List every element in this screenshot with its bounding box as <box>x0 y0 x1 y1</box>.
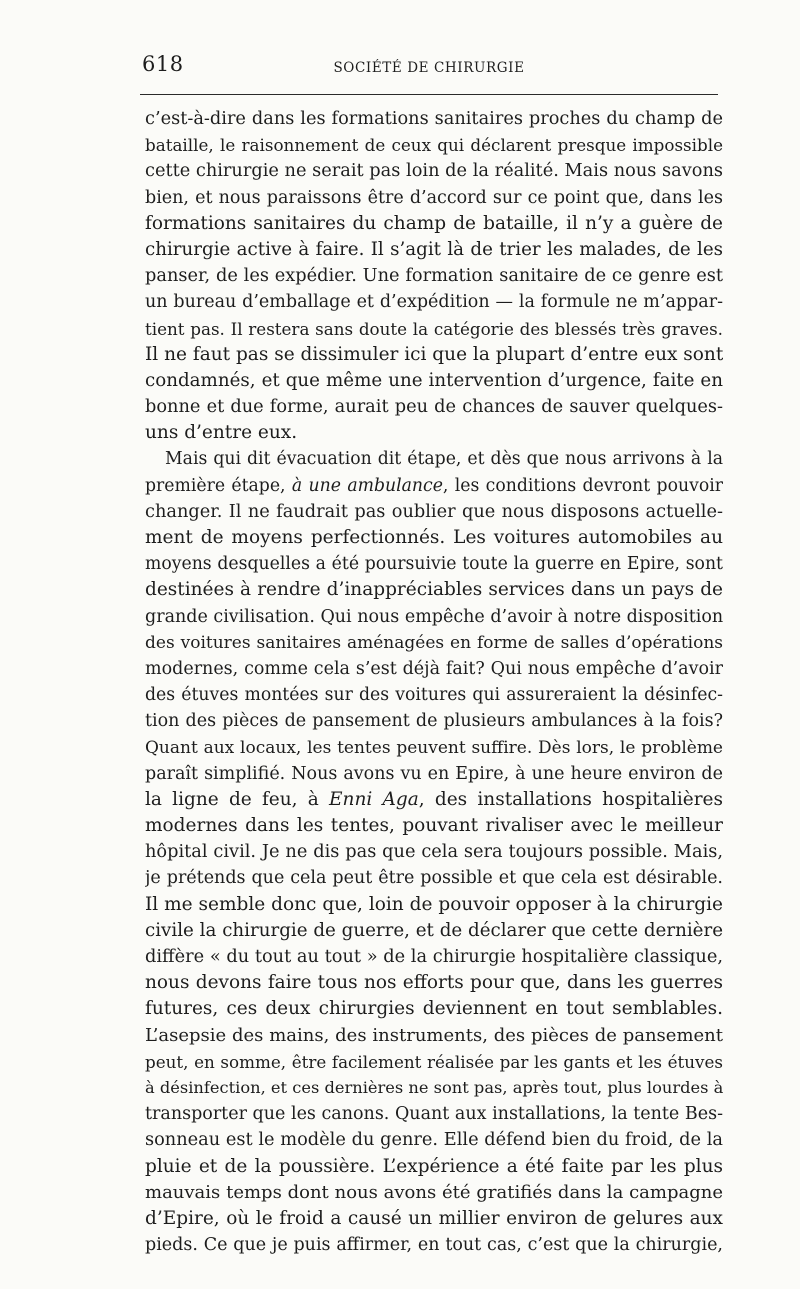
italic-phrase: à une ambulance <box>291 475 443 496</box>
text-line: d’Epire, où le froid a causé un millier environ de gelures aux <box>145 1207 723 1229</box>
text-line: modernes, comme cela s’est déjà fait? Qui nous empêche d’avoir <box>145 658 723 679</box>
text-line: pieds. Ce que je puis affirmer, en tout cas, c’est que la chirurgie, <box>145 1235 723 1256</box>
page-number: 618 <box>142 52 184 76</box>
text-line: des étuves montées sur des voitures qui assureraient la désinfec- <box>145 685 723 706</box>
text-line: sonneau est le modèle du genre. Elle défend bien du froid, de la <box>145 1130 723 1151</box>
text-line: hôpital civil. Je ne dis pas que cela sera toujours possible. Mais, <box>145 842 723 863</box>
paragraph-end-line: uns d’entre eux. <box>145 422 298 444</box>
text-line: chirurgie active à faire. Il s’agit là de trier les malades, de les <box>145 238 723 260</box>
running-title: SOCIÉTÉ DE CHIRURGIE <box>333 60 525 76</box>
text-line: destinées à rendre d’inappréciables services dans un pays de <box>145 579 723 601</box>
header-rule <box>140 94 718 95</box>
text-line: c’est-à-dire dans les formations sanitaires proches du champ de <box>145 109 723 129</box>
text-line: à désinfection, et ces dernières ne sont pas, après tout, plus lourdes à <box>145 1077 723 1097</box>
text-line: changer. Il ne faudrait pas oublier que nous disposons actuelle- <box>145 501 723 522</box>
text-line: nous devons faire tous nos efforts pour que, dans les guerres <box>145 972 723 994</box>
text-line: Il ne faut pas se dissimuler ici que la plupart d’entre eux sont <box>145 343 723 365</box>
line-segment: , des installations hospitalières <box>418 788 723 810</box>
text-line: formations sanitaires du champ de bataille, il n’y a guère de <box>145 212 723 234</box>
text-line: diffère « du tout au tout » de la chirurgie hospitalière classique, <box>145 947 723 967</box>
text-line: tion des pièces de pansement de plusieurs ambulances à la fois? <box>145 711 723 732</box>
text-line: bataille, le raisonnement de ceux qui déclarent presque impossible <box>145 135 723 156</box>
text-line: grande civilisation. Qui nous empêche d’avoir à notre disposition <box>145 606 723 627</box>
text-line: peut, en somme, être facilement réalisée par les gants et les étuves <box>145 1051 723 1072</box>
line-segment: première étape, <box>145 475 292 496</box>
text-line: civile la chirurgie de guerre, et de déclarer que cette dernière <box>145 919 723 941</box>
line-segment: , les conditions devront pouvoir <box>442 475 723 496</box>
text-line-with-italic <box>145 787 723 813</box>
text-line: bonne et due forme, aurait peu de chances de sauver quelques- <box>145 397 723 418</box>
line-segment: la ligne de feu, à <box>145 788 330 810</box>
text-line: modernes dans les tentes, pouvant rivaliser avec le meilleur <box>145 815 723 837</box>
text-line: un bureau d’emballage et d’expédition — la formule ne m’appar- <box>145 292 723 313</box>
paragraph-first-line: Mais qui dit évacuation dit étape, et dès que nous arrivons à la <box>165 449 723 470</box>
text-line: je prétends que cela peut être possible et que cela est désirable. <box>145 868 723 889</box>
text-line: pluie et de la poussière. L’expérience a été faite par les plus <box>145 1155 723 1177</box>
text-line: panser, de les expédier. Une formation sanitaire de ce genre est <box>145 266 723 287</box>
text-line: ment de moyens perfectionnés. Les voitures automobiles au <box>145 527 723 548</box>
text-line: mauvais temps dont nous avons été gratifiés dans la campagne <box>145 1181 723 1203</box>
text-line: Il me semble donc que, loin de pouvoir opposer à la chirurgie <box>145 893 723 915</box>
body-text <box>145 106 723 1258</box>
text-line: transporter que les canons. Quant aux installations, la tente Bes- <box>145 1104 723 1125</box>
text-line: bien, et nous paraissons être d’accord sur ce point que, dans les <box>145 187 723 208</box>
text-line: condamnés, et que même une intervention d’urgence, faite en <box>145 369 723 391</box>
text-line: tient pas. Il restera sans doute la catégorie des blessés très graves. <box>145 318 723 339</box>
text-line: moyens desquelles a été poursuivie toute la guerre en Epire, sont <box>145 554 723 575</box>
text-line: paraît simplifié. Nous avons vu en Epire, à une heure environ de <box>145 763 723 784</box>
page-header <box>140 52 718 82</box>
text-line: des voitures sanitaires aménagées en forme de salles d’opérations <box>145 632 723 653</box>
italic-phrase: Enni Aga <box>329 788 419 810</box>
text-line: L’asepsie des mains, des instruments, des pièces de pansement <box>145 1024 723 1046</box>
text-line: futures, ces deux chirurgies deviennent en tout semblables. <box>145 998 723 1020</box>
text-line: cette chirurgie ne serait pas loin de la réalité. Mais nous savons <box>145 161 723 182</box>
text-line: Quant aux locaux, les tentes peuvent suffire. Dès lors, le problème <box>145 737 723 758</box>
text-line-with-italic <box>145 473 723 499</box>
